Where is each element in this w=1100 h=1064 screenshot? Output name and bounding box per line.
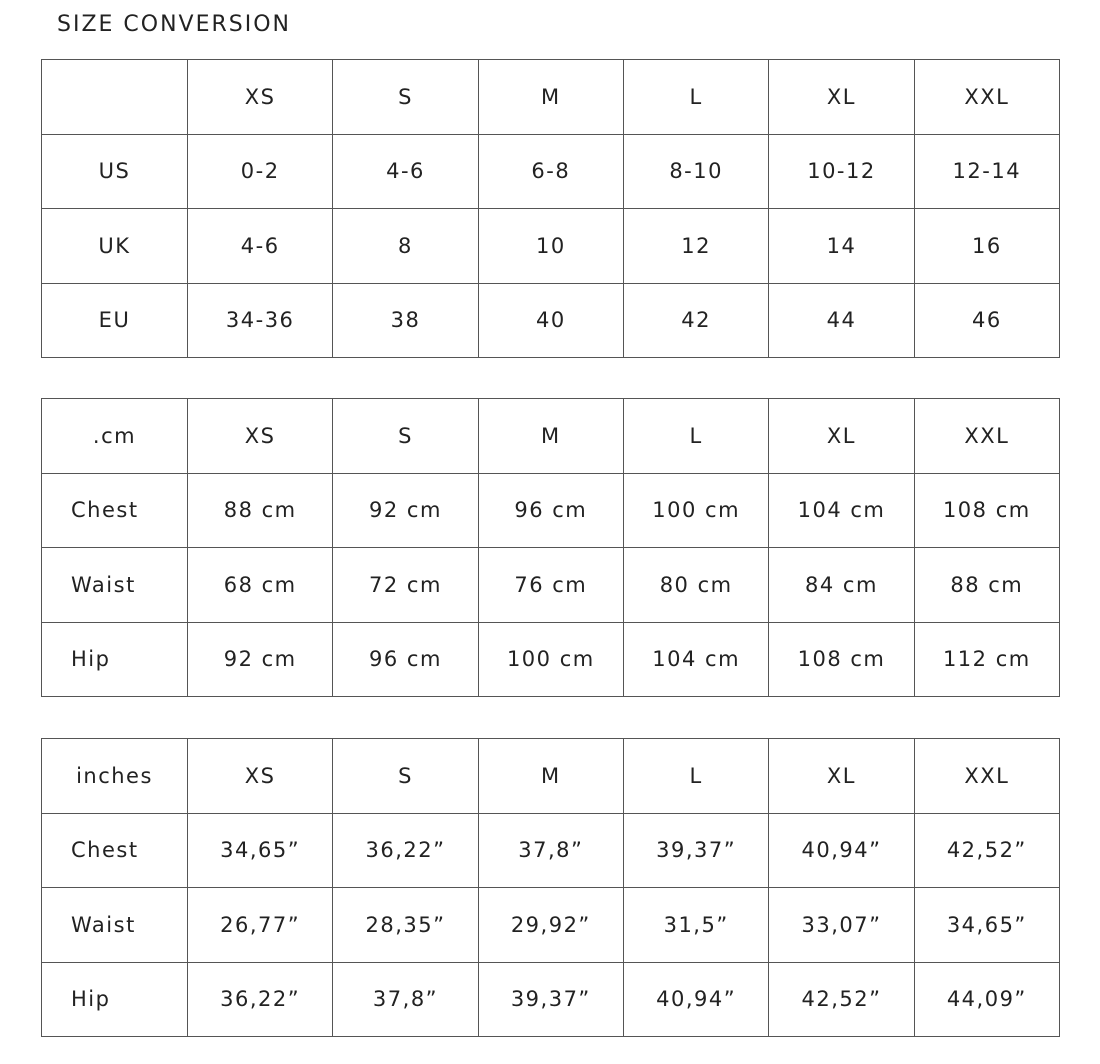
- table-cell: 100 cm: [623, 473, 768, 548]
- row-label: EU: [42, 283, 188, 358]
- table-cell: 40: [478, 283, 623, 358]
- table-cell: 34,65”: [914, 888, 1059, 963]
- table-cell: 42,52”: [914, 813, 1059, 888]
- header-cell: [42, 60, 188, 135]
- table-cell: 80 cm: [623, 548, 768, 623]
- table-cell: 96 cm: [333, 622, 478, 697]
- table-cell: 36,22”: [188, 962, 333, 1037]
- table-cell: 112 cm: [914, 622, 1059, 697]
- row-label: Hip: [42, 962, 188, 1037]
- table-cell: 68 cm: [188, 548, 333, 623]
- table-row: [42, 283, 1060, 358]
- table-cell: 108 cm: [914, 473, 1059, 548]
- table-cell: 4-6: [333, 134, 478, 209]
- header-cell-s: S: [333, 60, 478, 135]
- table-cell: 14: [769, 209, 914, 284]
- header-cell-l: L: [623, 399, 768, 474]
- table-cell: 100 cm: [478, 622, 623, 697]
- row-label: Waist: [42, 548, 188, 623]
- table-header-row: [42, 60, 1060, 135]
- header-cell-l: L: [623, 60, 768, 135]
- table-cell: 104 cm: [623, 622, 768, 697]
- header-cell-unit: .cm: [42, 399, 188, 474]
- table-cell: 40,94”: [623, 962, 768, 1037]
- header-cell-xs: XS: [188, 399, 333, 474]
- page-title: SIZE CONVERSION: [57, 12, 292, 37]
- table-cell: 84 cm: [769, 548, 914, 623]
- table-cell: 92 cm: [333, 473, 478, 548]
- table-cell: 29,92”: [478, 888, 623, 963]
- table-row: [42, 134, 1060, 209]
- table-cell: 26,77”: [188, 888, 333, 963]
- header-cell-s: S: [333, 399, 478, 474]
- table-cell: 37,8”: [478, 813, 623, 888]
- table-cell: 42,52”: [769, 962, 914, 1037]
- header-cell-unit: inches: [42, 739, 188, 814]
- header-cell-xl: XL: [769, 399, 914, 474]
- table-cell: 39,37”: [623, 813, 768, 888]
- table-row: [42, 962, 1060, 1037]
- header-cell-xxl: XXL: [914, 399, 1059, 474]
- header-cell-xs: XS: [188, 60, 333, 135]
- header-cell-l: L: [623, 739, 768, 814]
- table-cell: 0-2: [188, 134, 333, 209]
- table-cell: 8: [333, 209, 478, 284]
- table-cell: 44: [769, 283, 914, 358]
- table-cell: 12: [623, 209, 768, 284]
- header-cell-m: M: [478, 399, 623, 474]
- table-cell: 6-8: [478, 134, 623, 209]
- inches-measurements-table: [41, 738, 1060, 1037]
- table-row: [42, 209, 1060, 284]
- table-cell: 44,09”: [914, 962, 1059, 1037]
- table-cell: 108 cm: [769, 622, 914, 697]
- table-cell: 37,8”: [333, 962, 478, 1037]
- table-cell: 16: [914, 209, 1059, 284]
- header-cell-xl: XL: [769, 739, 914, 814]
- header-cell-xs: XS: [188, 739, 333, 814]
- header-cell-m: M: [478, 739, 623, 814]
- size-conversion-table: [41, 59, 1060, 358]
- table-cell: 76 cm: [478, 548, 623, 623]
- table-cell: 10-12: [769, 134, 914, 209]
- table-cell: 88 cm: [188, 473, 333, 548]
- table-cell: 46: [914, 283, 1059, 358]
- row-label: US: [42, 134, 188, 209]
- table-header-row: [42, 739, 1060, 814]
- table-cell: 28,35”: [333, 888, 478, 963]
- table-cell: 42: [623, 283, 768, 358]
- header-cell-m: M: [478, 60, 623, 135]
- table-row: [42, 548, 1060, 623]
- row-label: Chest: [42, 813, 188, 888]
- table-cell: 92 cm: [188, 622, 333, 697]
- header-cell-xxl: XXL: [914, 60, 1059, 135]
- table-row: [42, 622, 1060, 697]
- table-cell: 38: [333, 283, 478, 358]
- table-cell: 34,65”: [188, 813, 333, 888]
- table-cell: 10: [478, 209, 623, 284]
- header-cell-xxl: XXL: [914, 739, 1059, 814]
- table-cell: 40,94”: [769, 813, 914, 888]
- header-cell-s: S: [333, 739, 478, 814]
- table-row: [42, 813, 1060, 888]
- table-cell: 36,22”: [333, 813, 478, 888]
- table-cell: 72 cm: [333, 548, 478, 623]
- table-cell: 39,37”: [478, 962, 623, 1037]
- table-cell: 34-36: [188, 283, 333, 358]
- table-row: [42, 888, 1060, 963]
- table-cell: 104 cm: [769, 473, 914, 548]
- table-cell: 8-10: [623, 134, 768, 209]
- table-cell: 31,5”: [623, 888, 768, 963]
- row-label: Hip: [42, 622, 188, 697]
- row-label: Waist: [42, 888, 188, 963]
- table-cell: 96 cm: [478, 473, 623, 548]
- row-label: UK: [42, 209, 188, 284]
- table-cell: 12-14: [914, 134, 1059, 209]
- table-cell: 4-6: [188, 209, 333, 284]
- header-cell-xl: XL: [769, 60, 914, 135]
- table-cell: 33,07”: [769, 888, 914, 963]
- table-header-row: [42, 399, 1060, 474]
- table-row: [42, 473, 1060, 548]
- table-cell: 88 cm: [914, 548, 1059, 623]
- cm-measurements-table: [41, 398, 1060, 697]
- row-label: Chest: [42, 473, 188, 548]
